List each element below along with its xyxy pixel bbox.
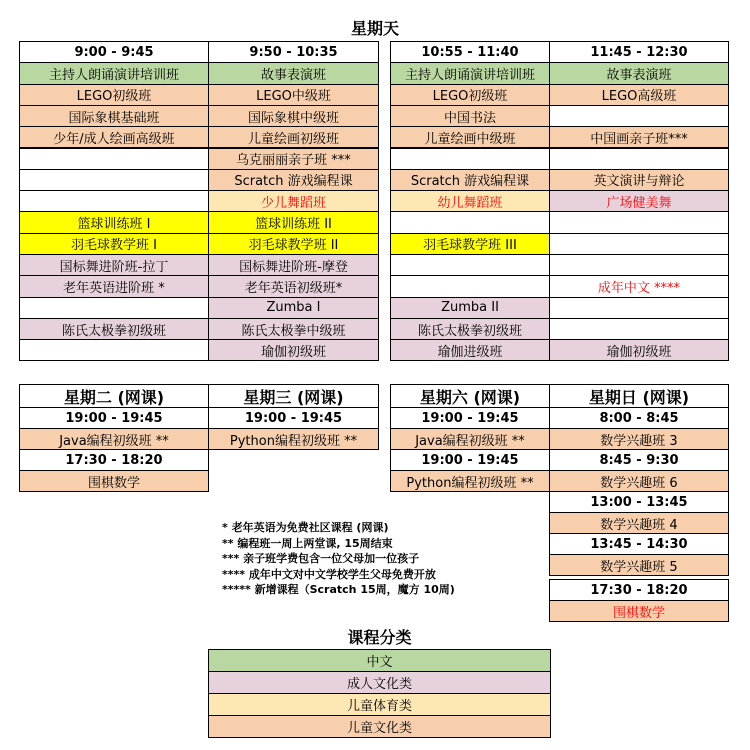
- wednesday-header: 星期三 (网课): [208, 384, 379, 408]
- class-cell: 少儿舞蹈班: [208, 190, 379, 212]
- sunday-online-class-3: 数学兴趣班 4: [549, 512, 729, 534]
- class-cell: 国际象棋基础班: [19, 105, 209, 127]
- empty-cell: [549, 105, 729, 127]
- sunday-online-header: 星期日 (网课): [549, 384, 729, 408]
- sunday-online-time-4: 13:45 - 14:30: [549, 533, 729, 555]
- class-cell: 瑜伽进级班: [390, 339, 550, 361]
- empty-cell: [390, 211, 550, 233]
- footnote: ***** 新增课程（Scratch 15周，魔方 10周): [222, 583, 455, 596]
- empty-cell: [549, 233, 729, 255]
- sunday-title: 星期天: [350, 19, 399, 38]
- class-cell: 国标舞进阶班-拉丁: [19, 254, 209, 276]
- wednesday-time-1: 19:00 - 19:45: [208, 407, 379, 429]
- sunday-online-class-4: 数学兴趣班 5: [549, 554, 729, 576]
- class-cell: 瑜伽初级班: [549, 339, 729, 361]
- legend-item-kids-sports: 儿童体育类: [208, 693, 551, 716]
- class-cell: LEGO中级班: [208, 84, 379, 106]
- legend-title: 课程分类: [347, 628, 412, 647]
- tuesday-class-2: 围棋数学: [19, 470, 209, 492]
- empty-cell: [390, 254, 550, 276]
- tuesday-class-1: Java编程初级班 **: [19, 428, 209, 450]
- class-cell: 陈氏太极拳初级班: [19, 318, 209, 340]
- time-slot-header: 11:45 - 12:30: [549, 41, 729, 63]
- class-cell: 羽毛球教学班 I: [19, 233, 209, 255]
- tuesday-time-1: 19:00 - 19:45: [19, 407, 209, 429]
- class-cell: Zumba II: [390, 297, 550, 319]
- empty-cell: [549, 211, 729, 233]
- footnotes: [222, 520, 455, 598]
- class-cell: 中国画亲子班***: [549, 126, 729, 148]
- class-cell: LEGO初级班: [19, 84, 209, 106]
- class-cell: 羽毛球教学班 III: [390, 233, 550, 255]
- sunday-online-time-2: 8:45 - 9:30: [549, 449, 729, 471]
- class-cell: 老年英语进阶班 *: [19, 275, 209, 297]
- sunday-online-time-1: 8:00 - 8:45: [549, 407, 729, 429]
- empty-cell: [390, 148, 550, 170]
- class-cell: 广场健美舞: [549, 190, 729, 212]
- time-slot-header: 10:55 - 11:40: [390, 41, 550, 63]
- time-slot-header: 9:50 - 10:35: [208, 41, 379, 63]
- class-cell: 儿童绘画初级班: [208, 126, 379, 148]
- legend-item-kids-culture: 儿童文化类: [208, 715, 551, 738]
- class-cell: 故事表演班: [549, 62, 729, 84]
- class-cell: 乌克丽丽亲子班 ***: [208, 148, 379, 170]
- class-cell: 羽毛球教学班 II: [208, 233, 379, 255]
- class-cell: 中国书法: [390, 105, 550, 127]
- sunday-online-class-5: 围棋数学: [549, 600, 729, 622]
- wednesday-class-1: Python编程初级班 **: [208, 428, 379, 450]
- class-cell: 篮球训练班 II: [208, 211, 379, 233]
- class-cell: 瑜伽初级班: [208, 339, 379, 361]
- legend-item-adult-culture: 成人文化类: [208, 671, 551, 694]
- saturday-time-2: 19:00 - 19:45: [390, 449, 550, 471]
- class-cell: 少年/成人绘画高级班: [19, 126, 209, 148]
- tuesday-header: 星期二 (网课): [19, 384, 209, 408]
- class-cell: 主持人朗诵演讲培训班: [19, 62, 209, 84]
- class-cell: 儿童绘画中级班: [390, 126, 550, 148]
- footnote: * 老年英语为免费社区课程 (网课): [222, 521, 389, 534]
- empty-cell: [19, 190, 209, 212]
- legend-item-chinese: 中文: [208, 649, 551, 672]
- footnote: **** 成年中文对中文学校学生父母免费开放: [222, 567, 436, 581]
- saturday-time-1: 19:00 - 19:45: [390, 407, 550, 429]
- saturday-header: 星期六 (网课): [390, 384, 550, 408]
- class-cell: Zumba I: [208, 297, 379, 319]
- class-cell: 国标舞进阶班-摩登: [208, 254, 379, 276]
- class-cell: 国际象棋中级班: [208, 105, 379, 127]
- class-cell: 篮球训练班 I: [19, 211, 209, 233]
- footnote: *** 亲子班学费包含一位父母加一位孩子: [222, 552, 420, 565]
- time-slot-header: 9:00 - 9:45: [19, 41, 209, 63]
- empty-cell: [19, 169, 209, 191]
- class-cell: Scratch 游戏编程课: [390, 169, 550, 191]
- empty-cell: [549, 318, 729, 340]
- class-cell: 老年英语初级班*: [208, 275, 379, 297]
- empty-cell: [549, 148, 729, 170]
- class-cell: Scratch 游戏编程课: [208, 169, 379, 191]
- class-cell: 陈氏太极拳中级班: [208, 318, 379, 340]
- saturday-class-2: Python编程初级班 **: [390, 470, 550, 492]
- class-cell: 成年中文 ****: [549, 275, 729, 297]
- class-cell: 陈氏太极拳初级班: [390, 318, 550, 340]
- saturday-class-1: Java编程初级班 **: [390, 428, 550, 450]
- empty-cell: [19, 148, 209, 170]
- sunday-online-time-3: 13:00 - 13:45: [549, 491, 729, 513]
- sunday-online-class-2: 数学兴趣班 6: [549, 470, 729, 492]
- tuesday-time-2: 17:30 - 18:20: [19, 449, 209, 471]
- empty-cell: [19, 339, 209, 361]
- sunday-online-time-5: 17:30 - 18:20: [549, 579, 729, 601]
- class-cell: 英文演讲与辩论: [549, 169, 729, 191]
- empty-cell: [549, 297, 729, 319]
- empty-cell: [390, 275, 550, 297]
- empty-cell: [549, 254, 729, 276]
- class-cell: 主持人朗诵演讲培训班: [390, 62, 550, 84]
- class-cell: 故事表演班: [208, 62, 379, 84]
- empty-cell: [19, 297, 209, 319]
- class-cell: 幼儿舞蹈班: [390, 190, 550, 212]
- sunday-online-class-1: 数学兴趣班 3: [549, 428, 729, 450]
- class-cell: LEGO高级班: [549, 84, 729, 106]
- footnote: ** 编程班一周上两堂课, 15周结束: [222, 536, 393, 550]
- class-cell: LEGO初级班: [390, 84, 550, 106]
